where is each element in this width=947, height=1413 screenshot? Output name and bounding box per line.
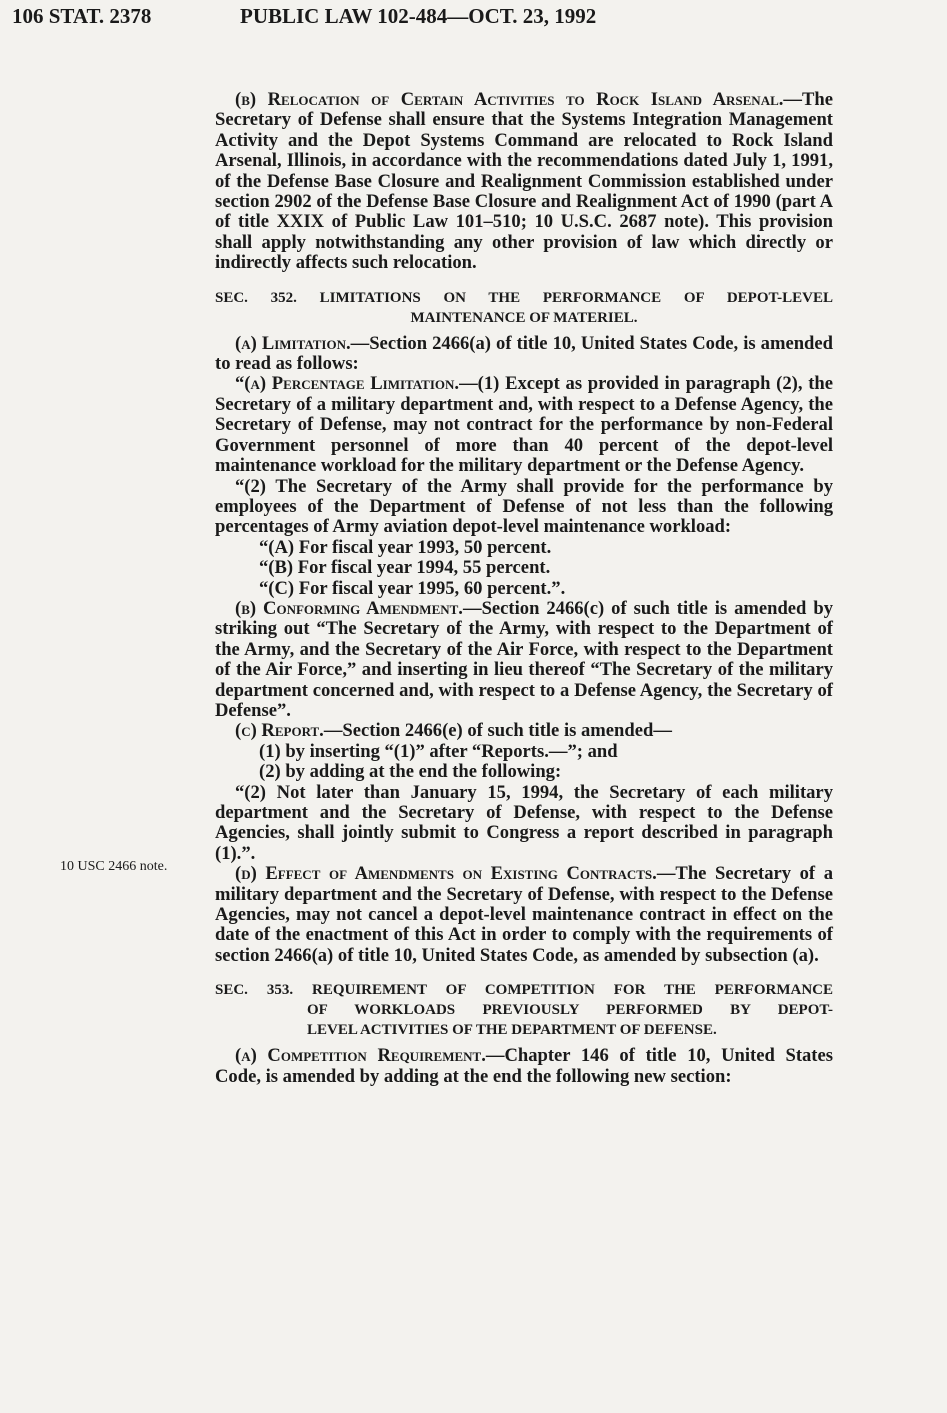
paragraph-report-quote: “(2) Not later than January 15, 1994, the Secretary of each military department and the Secretary of Defense, with respect to the Defense Agencies, shall jointly submit to Congress a report described in paragraph (1).”. [215,781,833,864]
paragraph-report [215,721,833,741]
paragraph-heading: (b) Conforming Amendment. [235,597,463,619]
section-352-heading [215,288,833,328]
paragraph-heading: (c) Report. [235,720,324,742]
list-item: (2) by adding at the end the following: [259,761,562,783]
paragraph-relocation [215,90,833,274]
body-text [60,89,834,1087]
list-item: “(A) For fiscal year 1993, 50 percent. [259,536,552,558]
paragraph-limitation [215,334,833,375]
section-heading-line: MAINTENANCE OF MATERIEL. [410,309,638,326]
paragraph-heading: (d) Effect of Amendments on Existing Contracts. [235,863,657,885]
section-353-heading [215,980,833,1040]
paragraph-heading: (a) Competition Requirement. [235,1045,486,1067]
paragraph-text: —The Secretary of Defense shall ensure that the Systems Integration Management Activity and the Depot Systems Command are relocated to Rock Island Arsenal, Illinois, in accordance with the recommendations dated July 1, 1991, of the Defense Base Closure and Realignment Commission established under section 2902 of the Defense Base Closure and Realignment Act of 1990 (part A of title XXIX of Public Law 101–510; 10 U.S.C. 2687 note). This provision shall apply notwithstanding any other provision of law which directly or indirectly affects such relocation. [215,89,833,274]
paragraph-percentage-limitation [215,374,833,476]
paragraph-heading: (a) Limitation. [235,332,351,354]
section-heading-line: LEVEL ACTIVITIES OF THE DEPARTMENT OF DEFENSE. [307,1022,717,1039]
list-item: “(B) For fiscal year 1994, 55 percent. [259,557,551,579]
page-header [12,4,832,34]
paragraph-competition-requirement [215,1046,833,1087]
paragraph-text: —Section 2466(c) of such title is amended by striking out “The Secretary of the Army, with respect to the Department of the Army, and the Secretary of the Air Force, with respect to the Department of the Air Force,” and inserting in lieu thereof “The Secretary of the military department concerned and, with respect to a Defense Agency, the Secretary of Defense”. [215,597,833,721]
paragraph-text: —Chapter 146 of title 10, United States Code, is amended by adding at the end the following new section: [215,1045,833,1087]
margin-note: 10 USC 2466 note. [60,859,168,875]
section-heading-line: SEC. 352. LIMITATIONS ON THE PERFORMANCE OF DEPOT-LEVEL [215,289,833,306]
section-heading-line: SEC. 353. REQUIREMENT OF COMPETITION FOR THE PERFORMANCE [215,982,833,999]
paragraph-conforming-amendment [215,599,833,721]
list-item: (1) by inserting “(1)” after “Reports.—”; and [259,740,618,762]
paragraph-existing-contracts [60,859,834,966]
paragraph-army: “(2) The Secretary of the Army shall provide for the performance by employees of the Department of Defense of not less than the following percentages of Army aviation depot-level maintenance workload: [215,475,833,538]
paragraph-text: —(1) Except as provided in paragraph (2), the Secretary of a military department and, with respect to a Defense Agency, the Secretary of Defense, may not contract for the performance by non-Federal Government personnel of more than 40 percent of the depot-level maintenance workload for the military department or the Defense Agency. [215,373,834,477]
list-item: “(C) For fiscal year 1995, 60 percent.”. [259,577,566,599]
paragraph-heading: (b) Relocation of Certain Activities to Rock Island Arsenal. [235,89,784,110]
paragraph-text: —Section 2466(e) of such title is amended— [323,720,672,742]
paragraph-text: —The Secretary of a military department and the Secretary of Defense, with respect to the Defense Agencies, may not cancel a depot-level maintenance contract in effect on the date of the enactment of this Act in order to comply with the requirements of section 2466(a) of title 10, United States Code, as amended by subsection (a). [215,863,834,966]
statute-page-number: 106 STAT. 2378 [12,4,152,28]
running-title: PUBLIC LAW 102-484—OCT. 23, 1992 [240,4,597,28]
section-heading-line: OF WORKLOADS PREVIOUSLY PERFORMED BY DEPOT- [307,1002,833,1019]
paragraph-heading: “(a) Percentage Limitation. [235,373,460,395]
paragraph-text: —Section 2466(a) of title 10, United States Code, is amended to read as follows: [215,332,833,375]
